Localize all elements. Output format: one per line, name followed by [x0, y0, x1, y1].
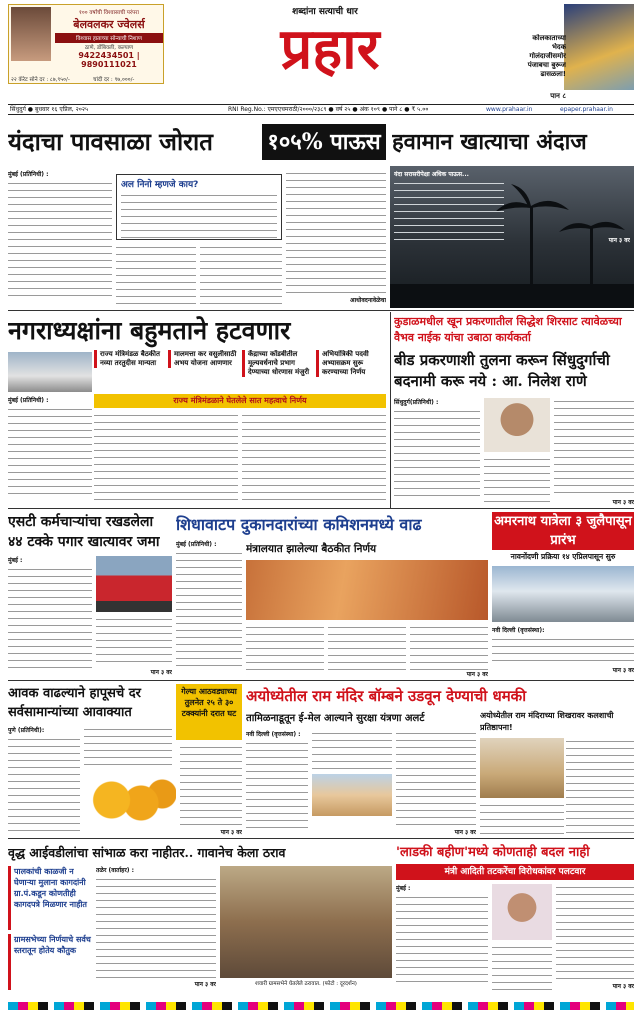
lead-headline-left: यंदाचा पावसाळा जोरात: [8, 127, 213, 156]
story2-bullets: [94, 350, 386, 392]
story4-continued[interactable]: पान ३ वर: [150, 669, 172, 676]
story8-continued[interactable]: पान ३ वर: [454, 829, 476, 836]
story10-body-left: [396, 884, 488, 990]
story6-headline: अमरनाथ यात्रेला ३ जुलैपासून प्रारंभ: [492, 512, 634, 550]
teaser-line5: ढासळला!: [540, 70, 566, 78]
story9-dateline: तळेर (वार्ताहर) :: [96, 867, 134, 874]
lead-body-center: [200, 244, 282, 304]
story5-continued[interactable]: पान ३ वर: [466, 671, 488, 678]
nilesh-rane-photo: [484, 398, 550, 452]
story3-body-mid: [484, 456, 550, 504]
silver-rate: चांदी दर : ९७,०००/-: [93, 77, 135, 83]
ad-phones: 9422434501 | 9890111021: [78, 51, 140, 69]
story10-continued[interactable]: पान ३ वर: [612, 983, 634, 990]
lead-body-center-left: [116, 244, 196, 304]
story10-dateline: मुंबई :: [396, 885, 411, 892]
story6-continued[interactable]: पान ३ वर: [612, 667, 634, 674]
story7-body-right: [180, 744, 242, 828]
story3-kicker: कुडाळमधील खून प्रकरणातील सिद्धेश शिरसाट त्यावेळच्या वैभव नाईक यांचा उबाठा कार्यकर्ता: [394, 315, 622, 344]
story2-bullet-3: केंद्राच्या कोंडबीतील मूल्यवर्धनाचे प्रभाग देण्याच्या धोरणास मंजुरी: [242, 350, 312, 377]
info-bar: [8, 104, 634, 115]
lead-dateline: मुंबई (प्रतिनिधी) :: [8, 171, 49, 178]
registration: RNI Reg.No.: एमएएचमराठी/२०००/२३८९ ● वर्ष २५ ● अंक १०९ ● पाने ८ ● ₹ ५.००: [228, 106, 429, 113]
rule-story4-bottom: [8, 680, 634, 681]
epaper-link[interactable]: epaper.prahaar.in: [560, 106, 613, 113]
ad-promo-line: १०० वर्षांची विश्वासाची परंपरा: [79, 10, 139, 16]
story3-body-right: [554, 398, 634, 498]
story9-headline: वृद्ध आईवडीलांचा सांभाळ करा नाहीतर.. गावानेच केला ठराव: [8, 845, 286, 860]
monsoon-photo: [390, 166, 634, 308]
story6-subhead: नावनोंदणी प्रक्रिया १४ एप्रिलपासून सुरु: [510, 552, 616, 561]
ad-model-photo: [11, 7, 51, 61]
story8-dateline: नवी दिल्ली (वृत्तसंस्था) :: [246, 731, 301, 738]
ram-mandir-kalash-photo: [480, 738, 564, 798]
teaser-line3: गोलंदाजीसमोर: [529, 52, 566, 60]
story2-body-col3: [242, 412, 386, 504]
story7-body-mid: [84, 726, 172, 766]
story10-body-right: [556, 884, 634, 982]
gram-sabha-photo: [220, 866, 392, 978]
story5-body-c: [410, 624, 488, 670]
story8-headline: अयोध्येतील राम मंदिर बॉम्बने उडवून देण्याची धमकी: [246, 687, 527, 705]
teaser-line2: भेदक: [551, 43, 566, 51]
lead-body-mid: [286, 170, 386, 294]
story2-bullet-1: राज्य मंत्रिमंडळ बैठकीत नव्या तरतुदीस मान्यता: [94, 350, 164, 368]
elnino-box: [116, 174, 282, 240]
mantralaya-photo: [8, 352, 92, 392]
masthead-tagline: शब्दांना सत्याची धार: [292, 7, 358, 17]
cricketer-photo: [564, 4, 634, 90]
monsoon-side-text: [394, 180, 504, 240]
story8-subhead: तामिळनाडूतून ई-मेल आल्याने सुरक्षा यंत्रणा अलर्ट: [246, 713, 425, 724]
story7-body-left: [8, 726, 80, 836]
story2-band: राज्य मंत्रिमंडळाने घेतलेले सात महत्वाचे निर्णय: [94, 394, 386, 408]
story7-box: गेल्या आठवड्याच्या तुलनेत २५ ते ३० टक्क्यांनी दरात घट: [176, 684, 242, 740]
story9-body: [96, 866, 216, 990]
lead-headline-right: हवामान खात्याचा अंदाज: [392, 129, 587, 155]
story2-bullet-4: अभियांत्रिकी पदवी अभ्यासक्रम सुरू करण्याच्या निर्णय: [316, 350, 386, 377]
lead-continued[interactable]: पान ३ वर: [608, 237, 630, 244]
ration-cards-photo: [246, 560, 488, 620]
rule-story7-bottom: [8, 838, 634, 839]
story10-headline: 'लाडकी बहीण'मध्ये कोणताही बदल नाही: [396, 845, 590, 860]
rule-vertical-1: [390, 312, 391, 508]
teaser-line4: पंजाबचा बुरूज: [527, 61, 566, 69]
story4-dateline: मुंबई :: [8, 557, 23, 564]
story6-body: [492, 626, 634, 676]
story2-bullet-2: मालमत्ता कर वसुलीसाठी अभय योजना आणणार: [168, 350, 238, 368]
story8-side-text2: [480, 802, 564, 836]
lead-byline: आधोवदनावेळेचा: [349, 297, 386, 304]
story6-dateline: नवी दिल्ली (वृत्तसंस्था):: [492, 627, 545, 634]
story5-body-a: [246, 624, 324, 676]
story2-body-col2: [94, 412, 238, 504]
story9-continued[interactable]: पान ३ वर: [194, 981, 216, 988]
story3-dateline: सिंधुदुर्ग(प्रतिनिधी) :: [394, 399, 439, 406]
story5-headline: शिधावाटप दुकानदारांच्या कमिशनमध्ये वाढ: [176, 515, 422, 534]
ad-promo-line2: विश्वास हाताच्या सोन्याची निशाण: [55, 33, 163, 43]
story2-body-left: [8, 396, 92, 504]
teaser-page: पान ८: [550, 92, 566, 100]
story8-body-col3: [396, 730, 476, 830]
website-link[interactable]: www.prahaar.in: [486, 106, 533, 113]
story5-subhead: मंत्रालयात झालेल्या बैठकीत निर्णय: [246, 543, 377, 555]
story7-dateline: पुणे (प्रतिनिधी):: [8, 727, 45, 734]
lead-body-left: [8, 170, 112, 304]
story10-body-mid: [492, 944, 552, 990]
story2-headline: नगराध्यक्षांना बहुमताने हटवणार: [8, 316, 291, 345]
monsoon-side-title: यंदा सरासरीपेक्षा अधिक पाऊस...: [394, 171, 469, 178]
story5-body-left: [176, 540, 242, 676]
elnino-box-title: अल निनो म्हणजे काय?: [121, 180, 199, 190]
story9-brief-2: ग्रामसभेच्या निर्णयाचे सर्वच स्तरातून होतेय कौतुक: [8, 934, 92, 990]
amarnath-photo: [492, 566, 634, 622]
lead-headline-box: १०५% पाऊस: [262, 124, 386, 160]
teaser-line1: कोलकाताच्या: [532, 34, 566, 42]
story9-brief-1: पालकांची काळजी न घेणाऱ्या मुलाना कागदांनी ग्रा.पं.कडून कोणतीही कागदपत्रे मिळणार नाहीत: [8, 866, 92, 930]
story5-dateline: मुंबई (प्रतिनिधी) :: [176, 541, 217, 548]
masthead-logo[interactable]: प्रहार: [280, 16, 380, 82]
story2-dateline: मुंबई (प्रतिनिधी) :: [8, 397, 49, 404]
story8-body-col2: [312, 730, 392, 770]
story3-headline: बीड प्रकरणाशी तुलना करून सिंधुदुर्गाची बदनामी करू नये : आ. निलेश राणे: [394, 351, 610, 390]
story3-continued[interactable]: पान ३ वर: [612, 499, 634, 506]
ram-mandir-photo: [312, 774, 392, 816]
story8-body-left: [246, 730, 308, 836]
right-teaser[interactable]: [500, 4, 634, 104]
story5-body-b: [328, 624, 406, 676]
story10-subhead: मंत्री आदिती तटकरेंचा विरोधकांवर पलटवार: [396, 864, 634, 880]
ad-address: ठाणे, डोंबिवली, कल्याण: [84, 45, 134, 51]
mango-photo: [84, 770, 176, 830]
story4-body-right: [96, 616, 172, 668]
story4-body-left: [8, 556, 92, 676]
registration-bar: [8, 1002, 634, 1010]
rule-story2-bottom: [8, 508, 634, 509]
story3-body-left: [394, 398, 480, 504]
story7-continued[interactable]: पान ३ वर: [220, 829, 242, 836]
story4-headline: एसटी कर्मचाऱ्यांचा रखडलेला ४४ टक्के पगार खात्यावर जमा: [8, 514, 160, 550]
story7-headline: आवक वाढल्याने हापूसचे दर सर्वसामान्यांच्या आवाक्यात: [8, 686, 141, 720]
story8-side-title: अयोध्येतील राम मंदिराच्या शिखरावर कलशाची प्रतिष्ठापना!: [480, 711, 614, 732]
story9-caption: शवारी ग्रामसभेने घेतलेले ठरावात. (फोटो : दूरदर्शन): [255, 981, 357, 987]
issue-date: सिंधुदुर्ग ● बुधवार १६ एप्रिल, २०२५: [10, 106, 89, 113]
masthead-ad[interactable]: [8, 4, 164, 84]
st-bus-photo: [96, 556, 172, 612]
gold-rate: २२ कॅरेट सोने दर : ८७,९५०/-: [11, 77, 70, 83]
aditi-tatkare-photo: [492, 884, 552, 940]
story8-side-text: [566, 738, 634, 836]
ad-brand: बेलवलकर ज्वेलर्स: [73, 18, 145, 31]
rule-lead-bottom: [8, 310, 634, 311]
